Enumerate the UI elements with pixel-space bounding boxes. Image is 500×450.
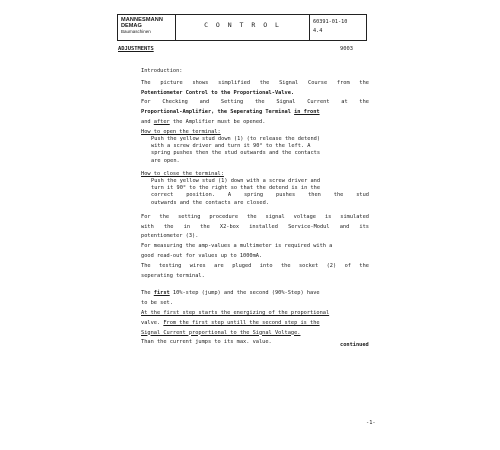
open-terminal-line: Push the yellow stud down (1) (to release the detend)	[151, 135, 321, 142]
para3-line: Signal Current proportional to the Signal Voltage.	[141, 329, 301, 336]
para3-line	[141, 319, 369, 329]
text-run: the Amplifier must be opened.	[169, 118, 266, 125]
text-run: For the setting procedure the signal voltage is simulated	[141, 213, 369, 220]
para1-line	[141, 118, 369, 128]
text-run: The picture shows simplified the Signal Course from the	[141, 79, 369, 86]
para2-line: seperating terminal.	[141, 272, 205, 279]
text-run: The	[141, 290, 154, 297]
brand-line-3: Baumaschinen	[121, 29, 151, 34]
para2-line: good read-out for values up to 1000mA.	[141, 253, 263, 259]
header-box	[117, 14, 367, 41]
close-terminal-line	[141, 192, 369, 199]
company-logo	[118, 15, 176, 40]
document-section: 4.4	[313, 28, 323, 34]
close-terminal-line: Push the yellow stud (1) down with a screw driver and	[151, 178, 321, 184]
para2-line: For measuring the amp-values a multimeter is required with a	[141, 243, 333, 250]
para2-line	[141, 262, 369, 272]
open-terminal-heading: How to open the terminal:	[141, 128, 221, 135]
open-terminal-line: with a screw driver and turn it 90° to the left. A	[151, 143, 311, 150]
text-run: correct position. A spring pushes then the stud	[151, 192, 369, 199]
para1-line: Potentiometer Control to the Proportional-Valve.	[141, 89, 295, 96]
open-terminal-line: spring pushes then the stud outwards and the contacts	[151, 150, 321, 157]
text-run: Proportional-Amplifier, the Seperating Terminal	[141, 109, 295, 116]
open-terminal-line: are open.	[151, 157, 180, 164]
close-terminal-line: outwards and the contacts are closed.	[151, 199, 269, 206]
underlined-text: after	[153, 118, 170, 125]
continued-label: continued	[340, 342, 369, 348]
underlined-text: first	[153, 290, 170, 297]
document-number: 60391-01-10	[313, 19, 348, 25]
para2-line	[141, 223, 369, 233]
para1-line	[141, 79, 369, 89]
para1-line	[141, 98, 369, 108]
intro-heading: Introduction:	[141, 68, 183, 74]
brand-line-1: MANNESMANN	[121, 17, 164, 23]
text-run: The testing wires are pluged into the socket (2) of the	[141, 262, 369, 269]
section-title: ADJUSTMENTS	[118, 46, 154, 52]
para2-line	[141, 213, 369, 223]
close-terminal-heading: How to close the terminal:	[141, 170, 224, 177]
text-run: valve.	[141, 319, 164, 326]
para2-line: potentiometer (3).	[141, 233, 199, 240]
page-code: 9003	[340, 46, 353, 52]
para3-line: to be set.	[141, 300, 173, 307]
page-number: -1-	[366, 420, 376, 426]
para3-line	[141, 289, 369, 299]
para1-line	[141, 108, 369, 118]
para3-line: At the first step starts the energizing of the proportional	[141, 309, 330, 316]
document-title: C O N T R O L	[176, 15, 310, 40]
text-run: with the in the X2-box installed Service-Modul and its	[141, 223, 369, 230]
close-terminal-line: turn it 90° to the right so that the detend is in the	[151, 185, 321, 192]
underlined-text: in front	[294, 109, 320, 116]
text-run: For Checking and Setting the Signal Current at the	[141, 99, 369, 106]
underlined-text: From the first step untill the second step is the	[163, 319, 320, 326]
document-number-block	[310, 15, 366, 40]
text-run: and	[141, 118, 154, 125]
document-body	[141, 67, 369, 348]
para3-line: Than the current jumps to its max. value.	[141, 339, 272, 346]
brand-line-2: DEMAG	[121, 23, 142, 29]
text-run: 10%-step (jump) and the second (90%-Step) have	[169, 290, 320, 297]
